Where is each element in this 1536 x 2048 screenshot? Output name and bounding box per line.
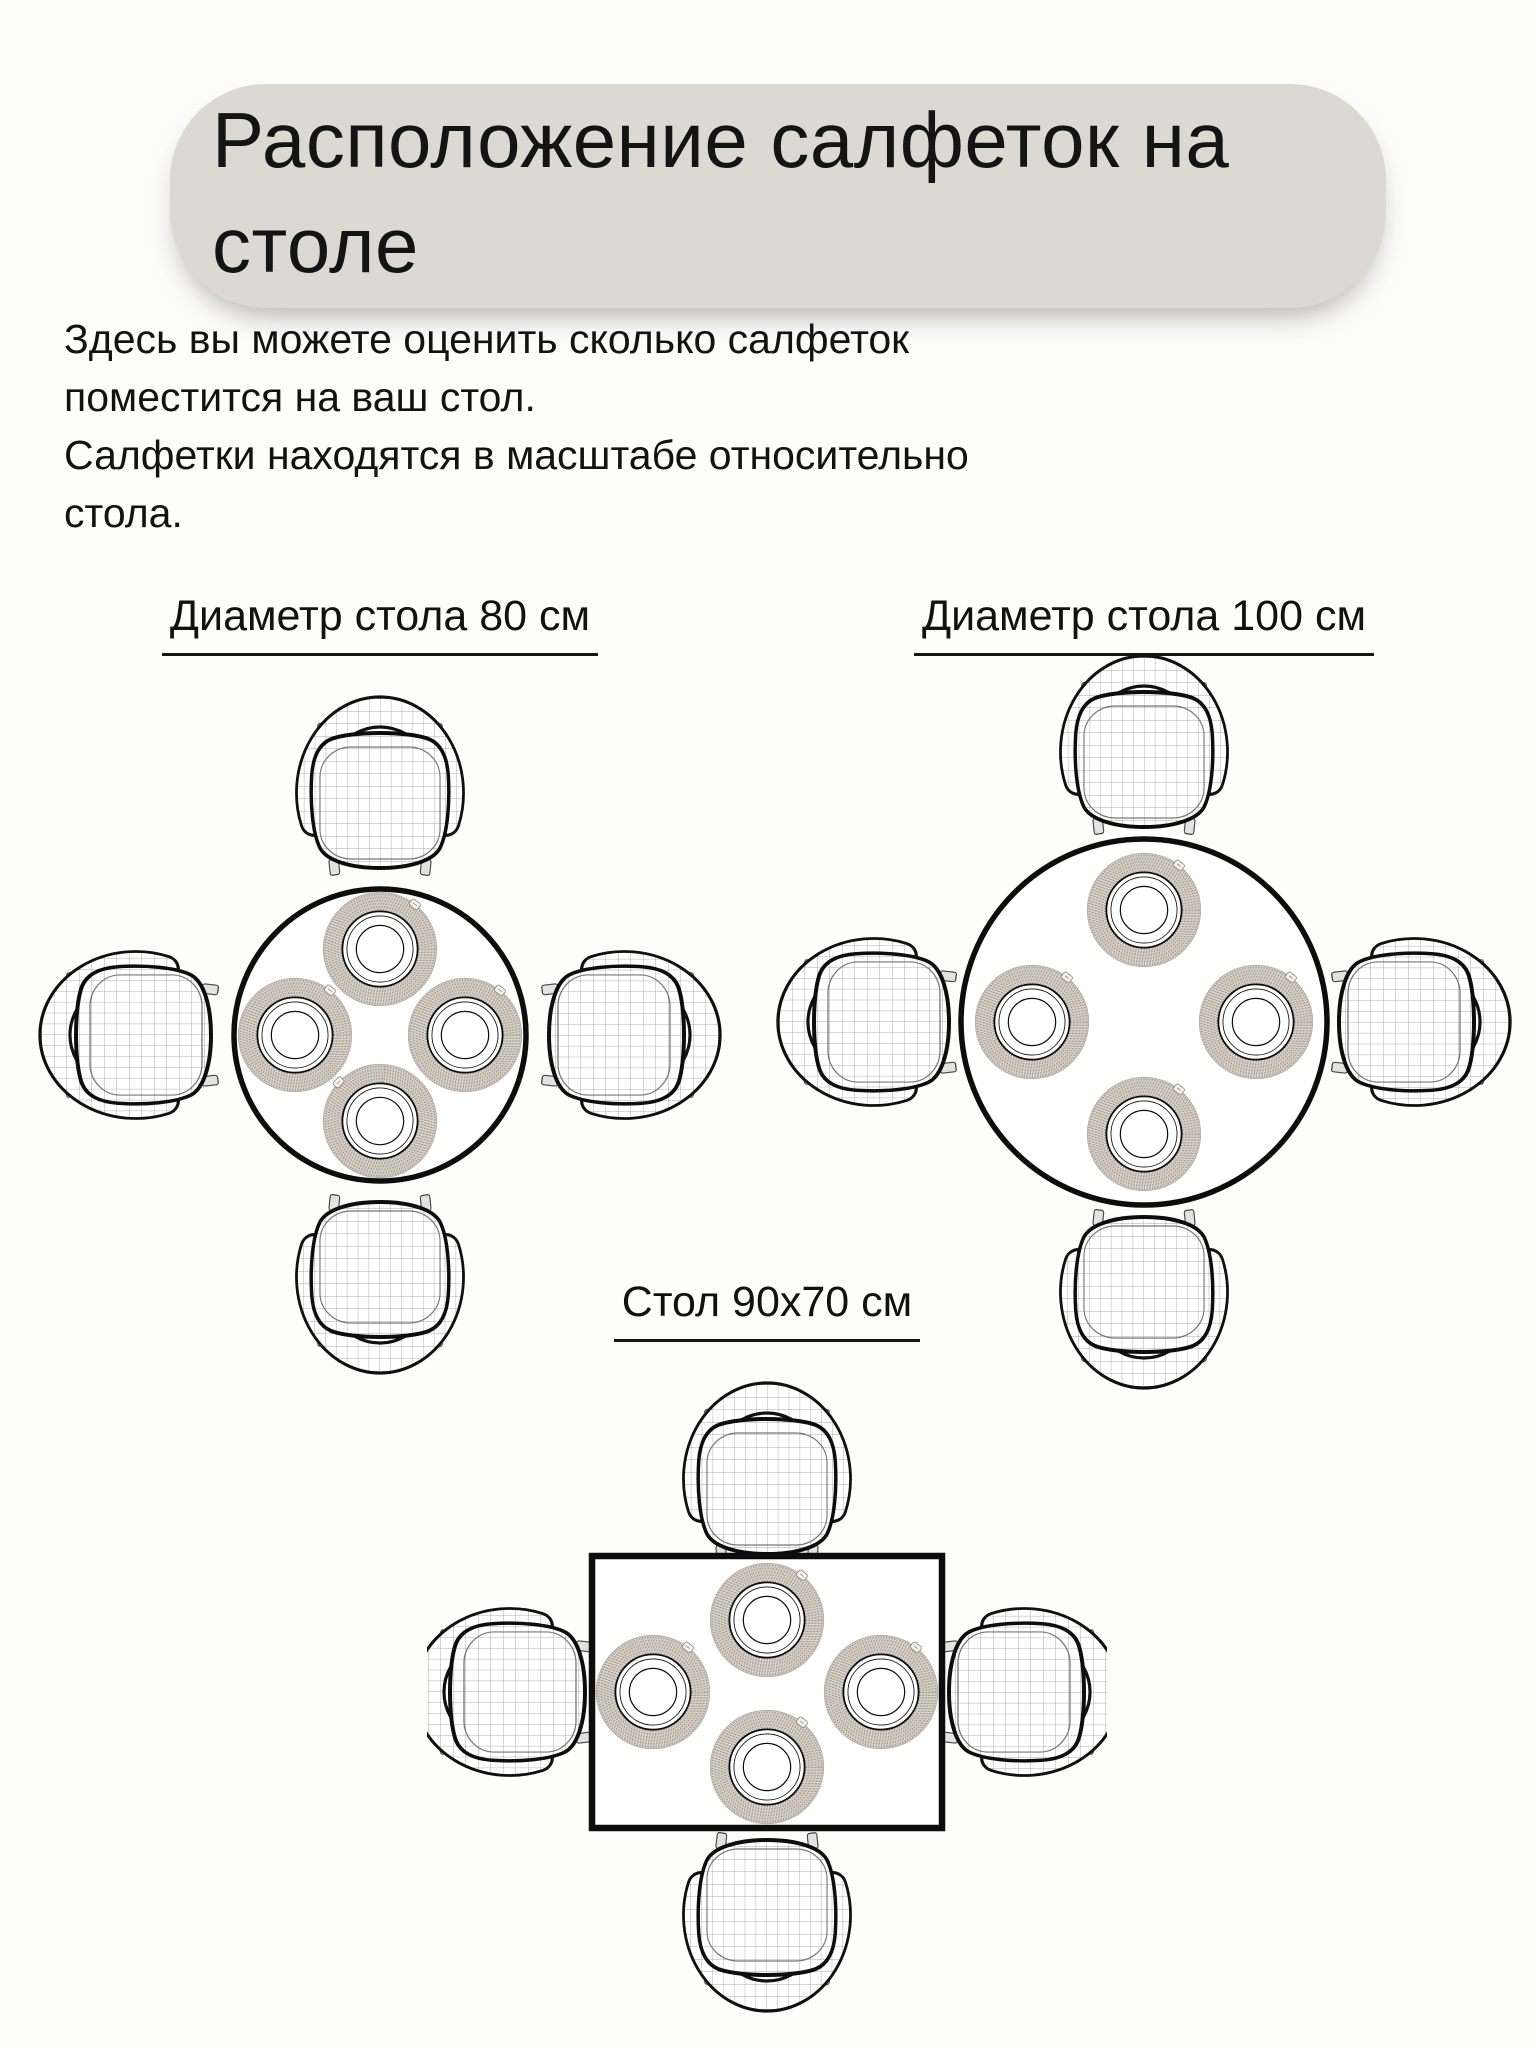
- chair-left-icon: [427, 1608, 593, 1775]
- label-table-80: [30, 592, 730, 656]
- chair-bottom-icon: [1060, 1209, 1227, 1388]
- napkin-icon: [1087, 1077, 1201, 1191]
- diagram-table-100: [764, 642, 1524, 1402]
- intro-sentence-2: Салфетки находятся в масштабе относительно стола.: [64, 432, 969, 536]
- label-table-80-text: Диаметр стола 80 см: [162, 592, 598, 656]
- napkin-icon: [1087, 853, 1201, 967]
- page-title-line-1: Расположение салфеток на: [212, 96, 1230, 184]
- label-table-90x70-text: Стол 90х70 см: [614, 1278, 920, 1342]
- napkin-icon: [710, 1710, 824, 1824]
- napkin-icon: [238, 978, 352, 1092]
- napkin-icon: [975, 965, 1089, 1079]
- napkin-icon: [1199, 965, 1313, 1079]
- chair-left-icon: [40, 951, 219, 1118]
- diagram-table-80: [30, 685, 730, 1385]
- chair-bottom-icon: [296, 1194, 463, 1373]
- diagram-table-90x70: [427, 1372, 1107, 2032]
- napkin-icon: [710, 1563, 824, 1677]
- intro-sentence-1: Здесь вы можете оценить сколько салфеток поместится на ваш стол.: [64, 316, 910, 420]
- chair-top-icon: [683, 1383, 850, 1562]
- chair-right-icon: [1331, 938, 1510, 1105]
- chair-right-icon: [941, 1608, 1107, 1775]
- label-table-100-text: Диаметр стола 100 см: [914, 592, 1374, 656]
- page-title-line-2: столе: [212, 201, 419, 289]
- title-bubble: [170, 84, 1386, 308]
- chair-left-icon: [778, 938, 957, 1105]
- chair-top-icon: [1060, 656, 1227, 835]
- chair-bottom-icon: [683, 1832, 850, 2011]
- napkin-icon: [596, 1635, 710, 1749]
- chair-top-icon: [296, 697, 463, 876]
- napkin-icon: [824, 1635, 938, 1749]
- napkin-icon: [408, 978, 522, 1092]
- chair-right-icon: [541, 951, 720, 1118]
- intro-text: [64, 310, 1029, 542]
- napkin-icon: [323, 892, 437, 1006]
